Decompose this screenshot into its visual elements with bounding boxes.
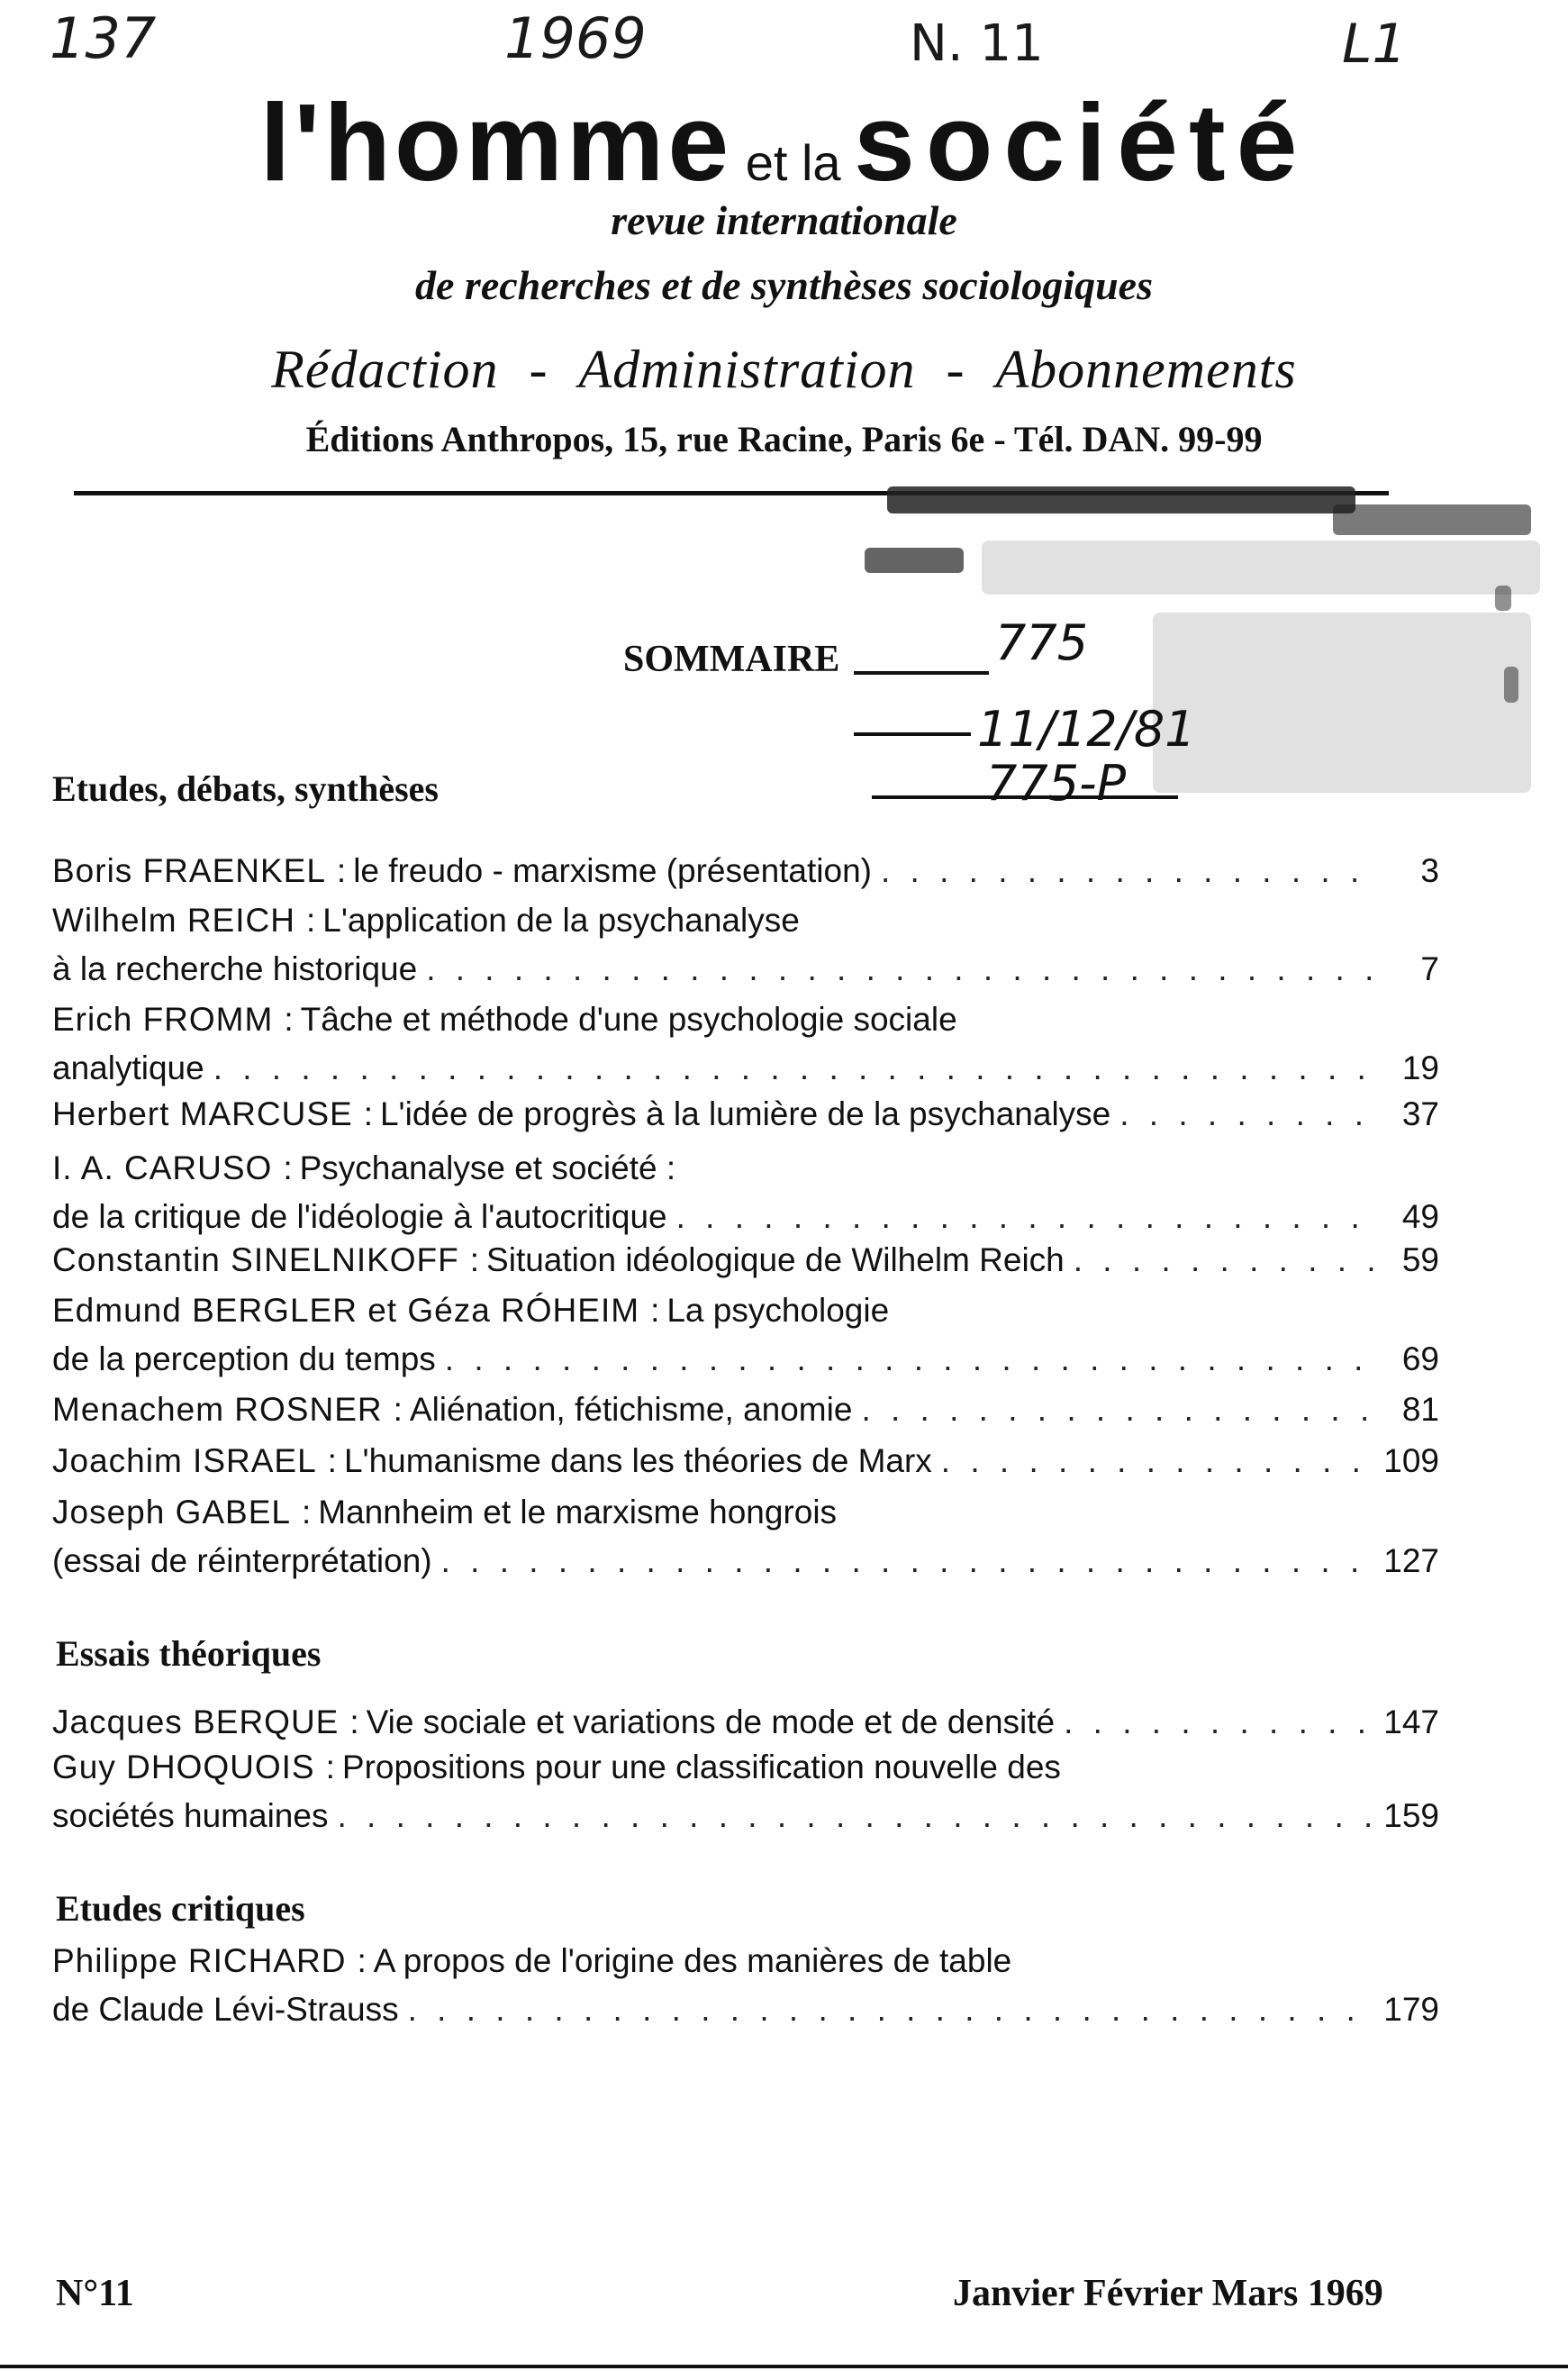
section-heading-critiques: Etudes critiques (56, 1888, 305, 1929)
toc-author: Erich FROMM (52, 1001, 274, 1038)
journal-title (0, 79, 1568, 205)
toc-entry: Boris FRAENKEL : le freudo - marxisme (présentation) . . . 3 (52, 847, 1439, 895)
handwritten-year: 1969 (504, 5, 647, 71)
toc-title-continued: analytique (52, 1049, 204, 1086)
issue-number: N°11 (56, 2273, 134, 2314)
title-connector: et la (745, 134, 841, 191)
dot-leader (426, 945, 1376, 994)
toc-page: 19 (1401, 1049, 1439, 1086)
toc-page: 179 (1383, 1991, 1439, 2028)
toc-page: 109 (1383, 1442, 1439, 1479)
stamp-line (854, 671, 989, 675)
toc-title-continued: à la recherche historique (52, 950, 418, 987)
toc-author: Boris FRAENKEL (52, 852, 326, 889)
service-abonnements: Abonnements (995, 340, 1297, 399)
toc-author: Wilhelm REICH (52, 902, 295, 939)
toc-title: Situation idéologique de Wilhelm Reich (486, 1241, 1065, 1278)
toc-title: Psychanalyse et société : (299, 1149, 676, 1186)
dot-leader (445, 1335, 1376, 1384)
toc-entry: Edmund BERGLER et Géza RÓHEIM : La psychologie de la perception du temps . . . 69 (52, 1286, 1439, 1384)
toc-entry: Erich FROMM : Tâche et méthode d'une psychologie sociale analytique . . . 19 (52, 995, 1439, 1093)
section-heading-essais: Essais théoriques (56, 1633, 322, 1674)
toc-entry: Philippe RICHARD : A propos de l'origine des manières de table de Claude Lévi-Strauss . . . 179 (52, 1937, 1439, 2034)
toc-author: Jacques BERQUE (52, 1703, 340, 1740)
service-administration: Administration (578, 340, 916, 399)
subtitle-line-1: revue internationale (611, 197, 957, 243)
stamp-line (854, 732, 971, 736)
issue-date: Janvier Février Mars 1969 (953, 2273, 1383, 2314)
toc-title: Propositions pour une classification nouvelle des (341, 1749, 1061, 1785)
toc-title-continued: sociétés humaines (52, 1797, 329, 1834)
toc-author: Constantin SINELNIKOFF (52, 1241, 459, 1278)
handwritten-catalog-number: 137 (50, 5, 157, 71)
toc-title: Aliénation, fétichisme, anomie (409, 1391, 853, 1428)
dot-leader (676, 1193, 1376, 1241)
toc-author: Joseph GABEL (52, 1494, 291, 1531)
toc-author: Edmund BERGLER et Géza RÓHEIM (52, 1292, 640, 1329)
toc-page: 81 (1401, 1391, 1439, 1428)
toc-entry: Constantin SINELNIKOFF : Situation idéologique de Wilhelm Reich . . . 59 (52, 1236, 1439, 1285)
toc-author: Philippe RICHARD (52, 1942, 347, 1979)
toc-page: 147 (1383, 1703, 1439, 1740)
subtitle-line-2: de recherches et de synthèses sociologiques (415, 262, 1153, 308)
toc-page: 127 (1383, 1542, 1439, 1579)
toc-title-continued: de la critique de l'idéologie à l'autocritique (52, 1198, 667, 1235)
toc-title: Mannheim et le marxisme hongrois (318, 1494, 838, 1531)
toc-page: 7 (1420, 950, 1439, 987)
dot-leader (881, 847, 1376, 895)
title-part-homme: l'homme (259, 81, 733, 204)
dot-leader (337, 1792, 1374, 1840)
toc-title: L'application de la psychanalyse (322, 902, 800, 939)
toc-title: L'idée de progrès à la lumière de la psychanalyse (379, 1095, 1111, 1132)
handwritten-shelf-mark: L1 (1342, 13, 1407, 76)
toc-title: le freudo - marxisme (présentation) (353, 852, 872, 889)
dot-leader (941, 1437, 1374, 1485)
toc-title: Tâche et méthode d'une psychologie sociale (300, 1001, 957, 1038)
section-heading-etudes: Etudes, débats, synthèses (52, 768, 439, 809)
toc-title: L'humanisme dans les théories de Marx (343, 1442, 932, 1479)
toc-entry: Menachem ROSNER : Aliénation, fétichisme, anomie . . . 81 (52, 1385, 1439, 1434)
publisher-address: Éditions Anthropos, 15, rue Racine, Paris 6e - Tél. DAN. 99-99 (305, 419, 1263, 459)
toc-entry: Joseph GABEL : Mannheim et le marxisme hongrois (essai de réinterprétation) . . . 127 (52, 1488, 1439, 1585)
dot-leader (1119, 1090, 1376, 1139)
toc-entry: I. A. CARUSO : Psychanalyse et société : de la critique de l'idéologie à l'autocritique . . . 49 (52, 1144, 1439, 1241)
dot-leader (408, 1985, 1375, 2034)
dot-leader (441, 1537, 1375, 1585)
dot-leader (1064, 1698, 1374, 1747)
toc-author: Menachem ROSNER (52, 1391, 383, 1428)
toc-entry: Guy DHOQUOIS : Propositions pour une classification nouvelle des sociétés humaines . . . 159 (52, 1743, 1439, 1840)
service-redaction: Rédaction (271, 340, 499, 399)
dot-leader (213, 1044, 1376, 1093)
toc-title-continued: (essai de réinterprétation) (52, 1542, 432, 1579)
toc-title-continued: de la perception du temps (52, 1340, 436, 1377)
toc-page: 49 (1401, 1198, 1439, 1235)
library-stamp (847, 477, 1558, 838)
toc-page: 3 (1420, 852, 1439, 889)
toc-entry: Joachim ISRAEL : L'humanisme dans les théories de Marx . . . 109 (52, 1437, 1439, 1485)
toc-entry: Herbert MARCUSE : L'idée de progrès à la lumière de la psychanalyse . . . 37 (52, 1090, 1439, 1139)
handwritten-issue-number: N. 11 (910, 14, 1044, 73)
toc-title: A propos de l'origine des manières de table (373, 1942, 1012, 1979)
stamp-ref-1: 775 (995, 614, 1089, 671)
toc-page: 59 (1401, 1241, 1439, 1278)
sommaire-label: SOMMAIRE (623, 639, 840, 680)
title-part-societe: société (854, 81, 1309, 204)
toc-page: 37 (1401, 1095, 1439, 1132)
toc-title-continued: de Claude Lévi-Strauss (52, 1991, 399, 2028)
stamp-ref-date: 11/12/81 (977, 701, 1196, 758)
service-separator: - (946, 340, 965, 399)
dot-leader (861, 1385, 1376, 1434)
services-line (0, 339, 1568, 401)
toc-entry: Wilhelm REICH : L'application de la psychanalyse à la recherche historique . . . 7 (52, 896, 1439, 994)
toc-title: Vie sociale et variations de mode et de densité (366, 1703, 1056, 1740)
stamp-ref-2: 775-P (986, 755, 1127, 812)
toc-author: Herbert MARCUSE (52, 1095, 353, 1132)
toc-title: La psychologie (666, 1292, 890, 1329)
service-separator: - (529, 340, 548, 399)
toc-entry: Jacques BERQUE : Vie sociale et variations de mode et de densité . . . 147 (52, 1698, 1439, 1747)
toc-author: Joachim ISRAEL (52, 1442, 317, 1479)
toc-author: Guy DHOQUOIS (52, 1749, 315, 1785)
toc-author: I. A. CARUSO (52, 1149, 273, 1186)
toc-page: 69 (1401, 1340, 1439, 1377)
bottom-edge-line (0, 2365, 1568, 2368)
toc-page: 159 (1383, 1797, 1439, 1834)
dot-leader (1074, 1236, 1376, 1285)
